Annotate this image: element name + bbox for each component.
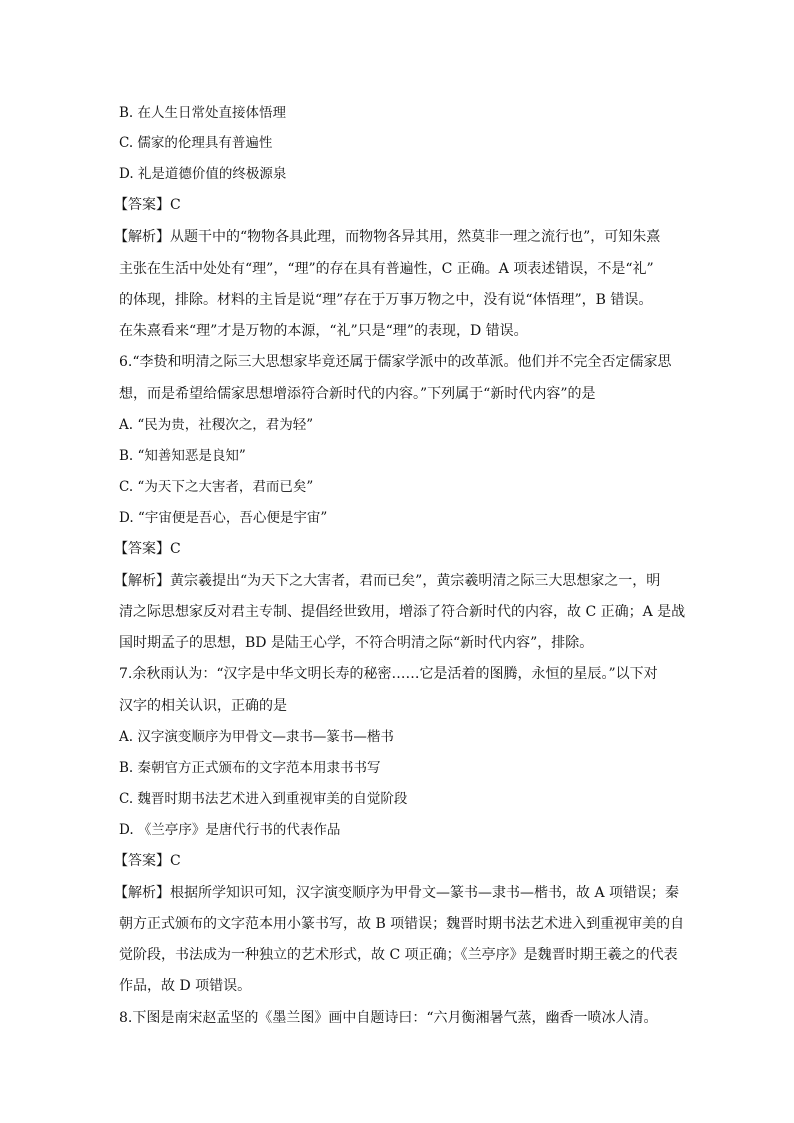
q7-analysis-line: 【解析】根据所学知识可知，汉字演变顺序为甲骨文—篆书—隶书—楷书，故 A 项错误；秦 [114,885,680,901]
q6-option-b: B. “知善知恶是良知” [119,448,246,464]
q5-option-c: C. 儒家的伦理具有普遍性 [119,135,273,151]
q7-option-b: B. 秦朝官方正式颁布的文字范本用隶书书写 [119,760,381,776]
q5-analysis-line: 主张在生活中处处有“理”，“理”的存在具有普遍性，C 正确。A 项表述错误，不是“礼” [119,261,654,277]
q5-analysis-line: 在朱熹看来“理”才是万物的本源，“礼”只是“理”的表现，D 错误。 [119,323,528,339]
q5-option-d: D. 礼是道德价值的终极源泉 [119,166,287,182]
q7-option-c: C. 魏晋时期书法艺术进入到重视审美的自觉阶段 [119,791,408,807]
q7-option-d: D. 《兰亭序》是唐代行书的代表作品 [119,822,341,838]
q6-option-c: C. “为天下之大害者，君而已矣” [119,479,314,495]
q5-option-b: B. 在人生日常处直接体悟理 [119,105,287,121]
q7-analysis-line: 作品，故 D 项错误。 [119,978,252,994]
q7-option-a: A. 汉字演变顺序为甲骨文—隶书—篆书—楷书 [119,729,394,745]
q7-stem-line: 7.余秋雨认为：“汉字是中华文明长寿的秘密……它是活着的图腾，永恒的星辰。”以下对 [119,666,658,682]
q6-analysis-line: 国时期孟子的思想，BD 是陆王心学，不符合明清之际“新时代内容”，排除。 [119,635,594,651]
q8-stem-line: 8.下图是南宋赵孟坚的《墨兰图》画中自题诗曰：“六月衡湘暑气蒸，幽香一喷冰人清。 [119,1010,658,1026]
q7-stem-line: 汉字的相关认识，正确的是 [119,698,287,714]
q6-option-a: A. “民为贵，社稷次之，君为轻” [119,417,314,433]
q6-stem-line: 6.“李贽和明清之际三大思想家毕竟还属于儒家学派中的改革派。他们并不完全否定儒家思 [119,354,672,370]
q7-analysis-line: 觉阶段，书法成为一种独立的艺术形式，故 C 项正确；《兰亭序》是魏晋时期王羲之的代表 [119,947,678,963]
q6-analysis-line: 清之际思想家反对君主专制、提倡经世致用，增添了符合新时代的内容，故 C 正确；A 是战 [119,604,686,620]
q7-answer: 【答案】C [114,853,181,869]
q6-analysis-line: 【解析】黄宗羲提出“为天下之大害者，君而已矣”，黄宗羲明清之际三大思想家之一，明 [114,573,661,589]
q6-option-d: D. “宇宙便是吾心，吾心便是宇宙” [119,510,328,526]
q6-stem-line: 想，而是希望给儒家思想增添符合新时代的内容。”下列属于“新时代内容”的是 [119,386,596,402]
q7-analysis-line: 朝方正式颁布的文字范本用小篆书写，故 B 项错误；魏晋时期书法艺术进入到重视审美的自 [119,916,685,932]
q5-analysis-line: 的体现，排除。材料的主旨是说“理”存在于万事万物之中，没有说“体悟理”，B 错误。 [119,292,653,308]
q5-answer: 【答案】C [114,197,181,213]
q5-analysis-line: 【解析】从题干中的“物物各具此理，而物物各异其用，然莫非一理之流行也”，可知朱熹 [114,229,661,245]
q6-answer: 【答案】C [114,541,181,557]
